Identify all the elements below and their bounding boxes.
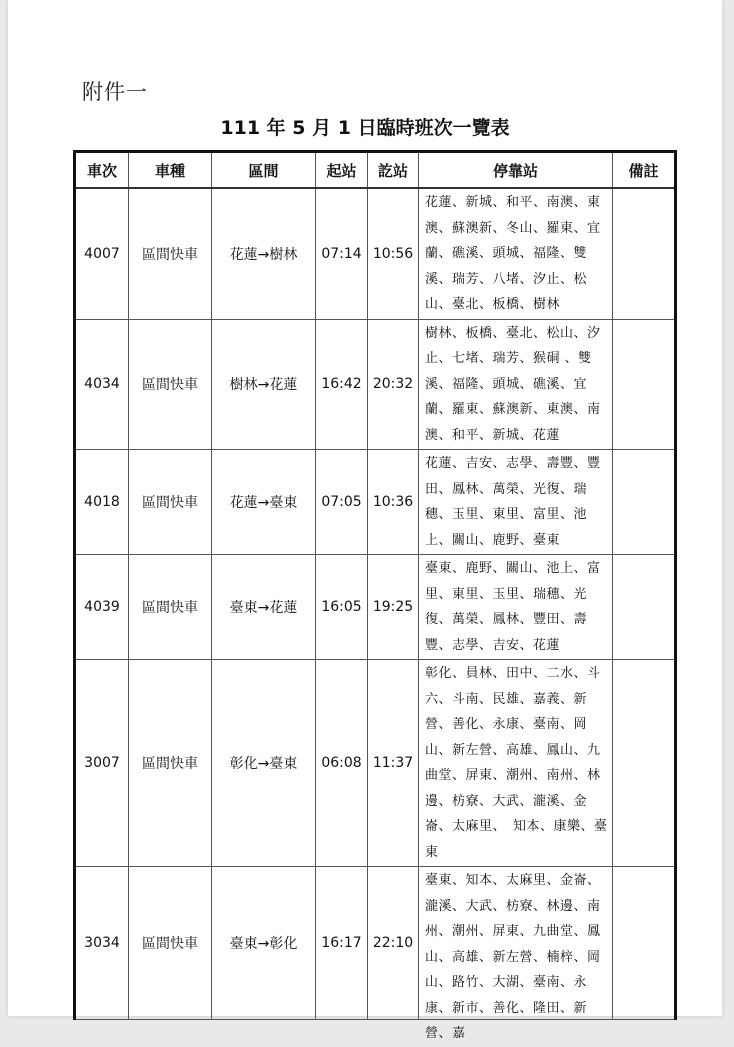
- cell-stops: 花蓮、新城、和平、南澳、東澳、蘇澳新、冬山、羅東、宜蘭、礁溪、頭城、福隆、雙溪、瑞芳、八堵、汐止、松山、臺北、板橋、樹林: [419, 188, 613, 319]
- table-header-row: [75, 152, 676, 189]
- cell-stops: 花蓮、吉安、志學、壽豐、豐田、鳳林、萬榮、光復、瑞穗、玉里、東里、富里、池上、關山、鹿野、臺東: [419, 450, 613, 555]
- attachment-label: 附件一: [82, 80, 148, 104]
- cell-route: 花蓮→臺東: [212, 450, 316, 555]
- cell-depart: 07:14: [316, 188, 368, 319]
- table-row: [75, 867, 676, 1020]
- cell-remark: [613, 555, 676, 660]
- cell-arrive: 11:37: [368, 660, 419, 867]
- cell-depart: 07:05: [316, 450, 368, 555]
- schedule-table: [73, 150, 677, 1041]
- cell-train-no: 4034: [75, 319, 129, 450]
- cell-train-type: 區間快車: [129, 660, 212, 867]
- header-train-type: 車種: [129, 152, 212, 189]
- cell-route: 臺東→彰化: [212, 867, 316, 1020]
- cell-train-no: 4018: [75, 450, 129, 555]
- cell-train-no: 3007: [75, 660, 129, 867]
- cell-train-type: 區間快車: [129, 188, 212, 319]
- cell-train-type: 區間快車: [129, 319, 212, 450]
- header-route: 區間: [212, 152, 316, 189]
- cell-train-type: 區間快車: [129, 450, 212, 555]
- table-row: [75, 188, 676, 319]
- cell-route: 臺東→花蓮: [212, 555, 316, 660]
- cell-depart: 16:42: [316, 319, 368, 450]
- document-page: [8, 0, 722, 1041]
- cell-arrive: 19:25: [368, 555, 419, 660]
- cell-depart: 16:05: [316, 555, 368, 660]
- cell-train-type: 區間快車: [129, 867, 212, 1020]
- table-row: [75, 450, 676, 555]
- cell-depart: 06:08: [316, 660, 368, 867]
- table-row: [75, 660, 676, 867]
- cell-arrive: 22:10: [368, 867, 419, 1020]
- cell-train-type: 區間快車: [129, 555, 212, 660]
- cell-train-no: 3034: [75, 867, 129, 1020]
- cell-route: 彰化→臺東: [212, 660, 316, 867]
- cell-route: 樹林→花蓮: [212, 319, 316, 450]
- cell-remark: [613, 450, 676, 555]
- header-remark: 備註: [613, 152, 676, 189]
- header-depart: 起站: [316, 152, 368, 189]
- cell-arrive: 10:36: [368, 450, 419, 555]
- cell-train-no: 4007: [75, 188, 129, 319]
- stops-text: 臺東、知本、太麻里、金崙、瀧溪、大武、枋寮、林邊、南州、潮州、屏東、九曲堂、鳳山、高雄、新左營、楠梓、岡山、路竹、大湖、臺南、永康、新市、善化、隆田、新營、嘉: [425, 873, 601, 1041]
- cell-stops: 臺東、鹿野、關山、池上、富里、東里、玉里、瑞穗、光復、萬榮、鳳林、豐田、壽豐、志學、吉安、花蓮: [419, 555, 613, 660]
- cell-remark: [613, 319, 676, 450]
- cell-route: 花蓮→樹林: [212, 188, 316, 319]
- table-row: [75, 319, 676, 450]
- cell-remark: [613, 660, 676, 867]
- header-arrive: 訖站: [368, 152, 419, 189]
- cell-stops: 彰化、員林、田中、二水、斗六、斗南、民雄、嘉義、新營、善化、永康、臺南、岡山、新左營、高雄、鳳山、九曲堂、屏東、潮州、南州、林邊、枋寮、大武、瀧溪、金崙、太麻里、 知本、康樂、臺東: [419, 660, 613, 867]
- cell-stops: 樹林、板橋、臺北、松山、汐止、七堵、瑞芳、猴硐 、雙溪、福隆、頭城、礁溪、宜蘭、羅東、蘇澳新、東澳、南澳、和平、新城、花蓮: [419, 319, 613, 450]
- cell-remark: [613, 867, 676, 1020]
- cell-train-no: 4039: [75, 555, 129, 660]
- cell-depart: 16:17: [316, 867, 368, 1020]
- page-title: 111 年 5 月 1 日臨時班次一覽表: [220, 117, 510, 139]
- header-train-no: 車次: [75, 152, 129, 189]
- cell-remark: [613, 188, 676, 319]
- table-row: [75, 555, 676, 660]
- cell-arrive: 20:32: [368, 319, 419, 450]
- cell-stops: [419, 867, 613, 1041]
- header-stops: 停靠站: [419, 152, 613, 189]
- cell-arrive: 10:56: [368, 188, 419, 319]
